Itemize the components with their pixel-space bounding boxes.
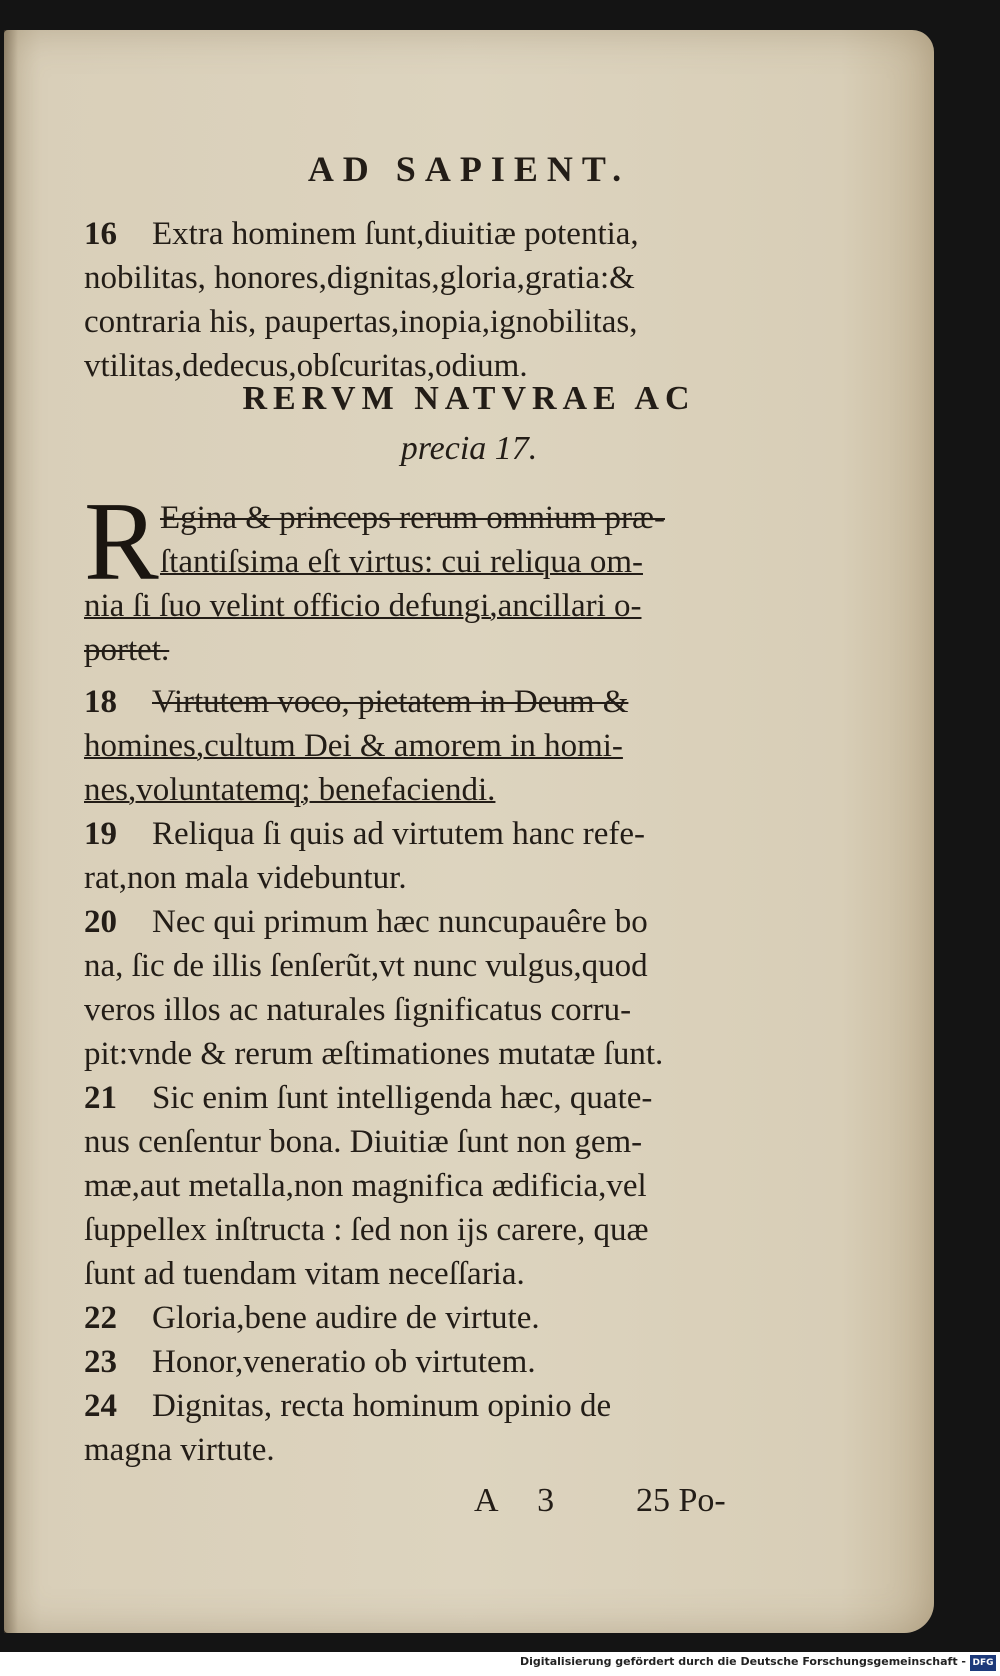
para-19-line-1: 19 Reliqua ſi quis ad virtutem hanc refe- [84, 812, 784, 856]
para-21-line-3: mæ,aut metalla,non magnifica ædificia,vel [84, 1168, 647, 1204]
para-16-line-4: vtilitas,dedecus,obſcuritas,odium. [84, 348, 528, 384]
para-18-line-3: nes,voluntatemq; benefaciendi. [84, 772, 496, 808]
para-24-number: 24 [84, 1388, 117, 1424]
book-page [4, 30, 934, 1633]
para-16-line-2: nobilitas, honores,dignitas,gloria,gratia:& [84, 260, 635, 296]
credit-bar [0, 1652, 1000, 1676]
para-16-number: 16 [84, 216, 117, 252]
para-16-line-1: 16 Extra hominem ſunt,diuitiæ potentia, [84, 212, 784, 256]
para-21-line-1: 21 Sic enim ſunt intelligenda hæc, quate- [84, 1076, 784, 1120]
para-20-line-3: veros illos ac naturales ſignificatus corru- [84, 992, 632, 1028]
para-18-line-1: 18 Virtutem voco, pietatem in Deum & [84, 680, 784, 724]
para-21-number: 21 [84, 1080, 117, 1116]
para-24-line-2: magna virtute. [84, 1432, 275, 1468]
para-18-number: 18 [84, 684, 117, 720]
section-subtitle: precia 17. [400, 430, 538, 467]
para-23-number: 23 [84, 1344, 117, 1380]
drop-cap: R [84, 480, 159, 604]
para-19-number: 19 [84, 816, 117, 852]
para-20-line-1: 20 Nec qui primum hæc nuncupauêre bo [84, 900, 784, 944]
running-head: AD SAPIENT. [307, 149, 631, 189]
dfg-logo-icon: DFG [970, 1655, 996, 1671]
para-21-line-5: ſunt ad tuendam vitam neceſſaria. [84, 1256, 525, 1292]
para-17-line-3: nia ſi ſuo velint officio defungi,ancillari o- [84, 588, 642, 624]
para-20-number: 20 [84, 904, 117, 940]
para-22-number: 22 [84, 1300, 117, 1336]
para-20-line-4: pit:vnde & rerum æſtimationes mutatæ ſunt. [84, 1036, 664, 1072]
para-22: 22 Gloria,bene audire de virtute. [84, 1296, 784, 1340]
section-title: RERVM NATVRAE AC [242, 380, 696, 417]
para-20-line-2: na, ſic de illis ſenſerũt,vt nunc vulgus,quod [84, 948, 648, 984]
credit-text: Digitalisierung gefördert durch die Deutsche Forschungsgemeinschaft - [519, 1655, 966, 1668]
para-23: 23 Honor,veneratio ob virtutem. [84, 1340, 784, 1384]
para-17-line-2: ſtantiſsima eſt virtus: cui reliqua om- [160, 544, 643, 580]
signature-mark: A 3 [474, 1482, 571, 1519]
para-24-line-1: 24 Dignitas, recta hominum opinio de [84, 1384, 784, 1428]
para-19-line-2: rat,non mala videbuntur. [84, 860, 407, 896]
para-21-line-4: ſuppellex inſtructa : ſed non ijs carere, quæ [84, 1212, 649, 1248]
catchword: 25 Po- [636, 1482, 726, 1519]
para-18-line-2: homines,cultum Dei & amorem in homi- [84, 728, 623, 764]
para-17-line-4: portet. [84, 632, 170, 668]
para-16-line-3: contraria his, paupertas,inopia,ignobilitas, [84, 304, 638, 340]
para-17-line-1: Egina & princeps rerum omnium præ- [160, 500, 665, 536]
para-21-line-2: nus cenſentur bona. Diuitiæ ſunt non gem- [84, 1124, 643, 1160]
